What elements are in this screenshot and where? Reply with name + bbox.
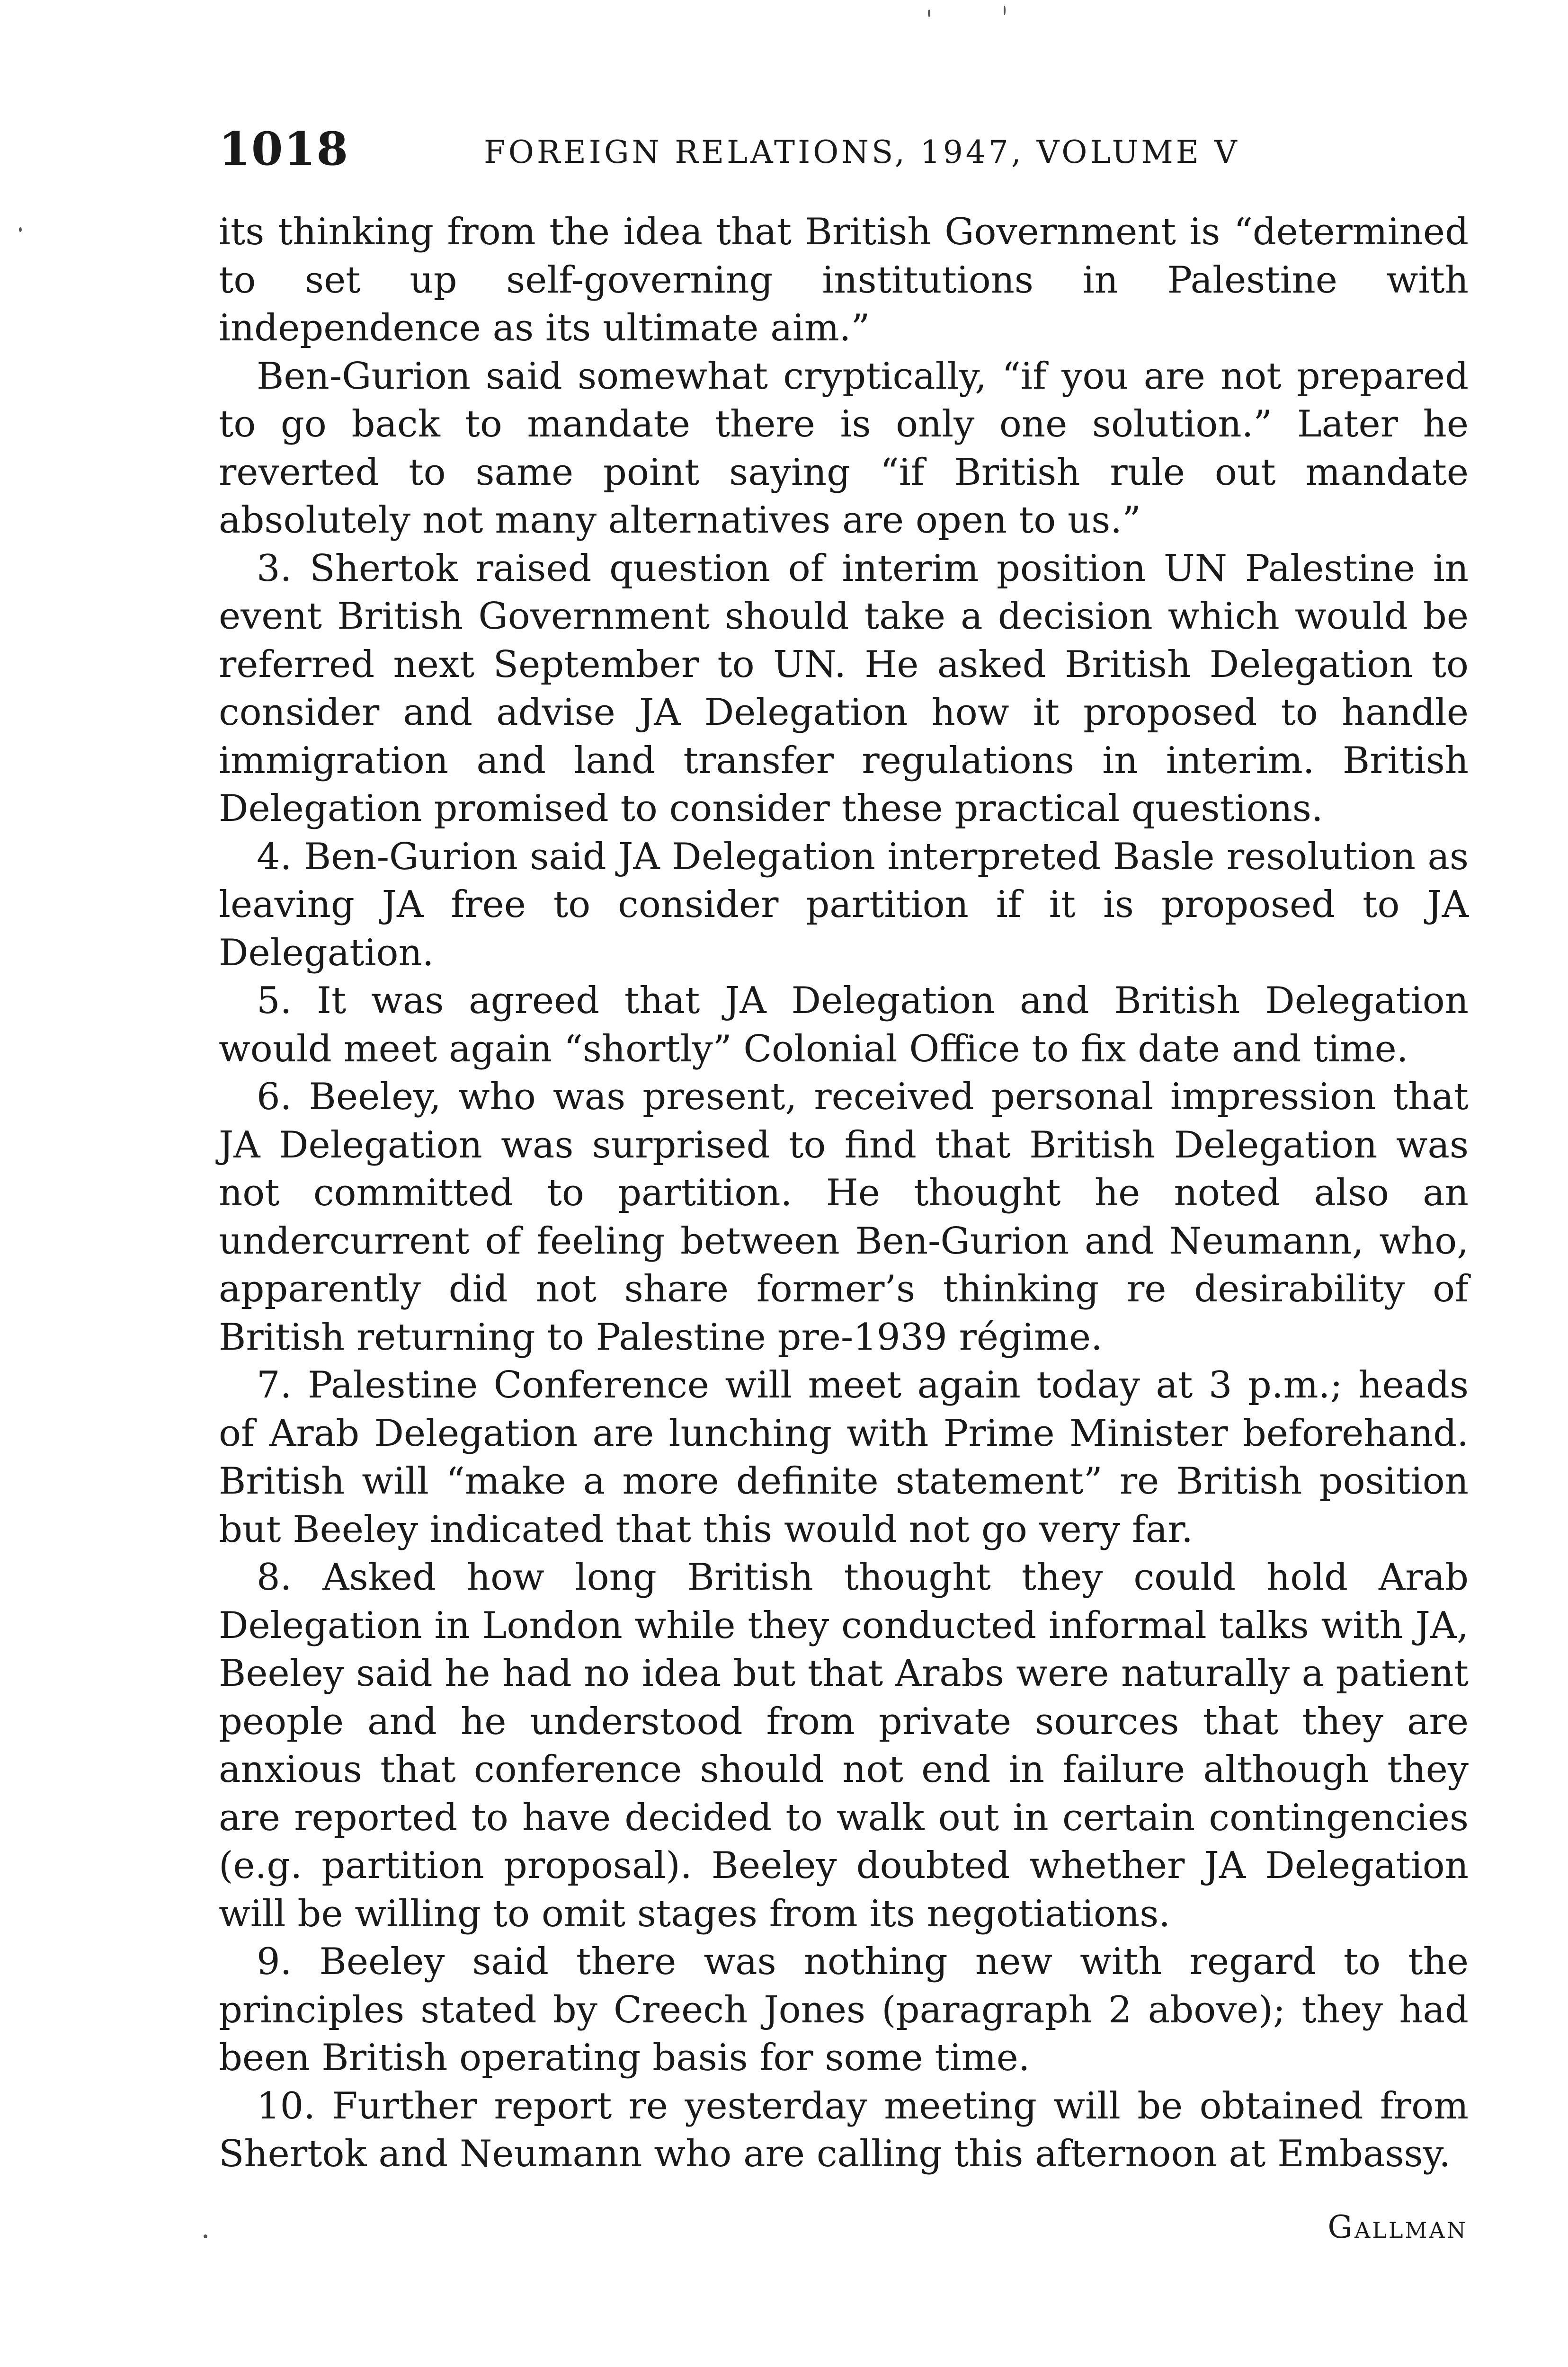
page-number: 1018 xyxy=(219,122,349,176)
paragraph-4: 4. Ben-Gurion said JA Delegation interpreted Basle resolution as leaving JA free to consider partition if it is proposed to JA Delegation. xyxy=(219,835,1469,974)
body-text xyxy=(219,208,1469,2179)
paragraph-ben-gurion-statement: Ben-Gurion said somewhat cryptically, “if you are not prepared to go back to mandate there is only one solution.” Later he reverted to same point saying “if British rule out mandate absolutely not many alternatives are open to us.” xyxy=(219,355,1469,542)
running-title: FOREIGN RELATIONS, 1947, VOLUME V xyxy=(484,134,1240,170)
scan-speck xyxy=(19,227,22,232)
signature: Gallman xyxy=(1327,2209,1468,2245)
scan-speck xyxy=(204,2234,207,2238)
scan-speck xyxy=(1004,6,1006,15)
paragraph-9: 9. Beeley said there was nothing new with regard to the principles stated by Creech Jones (paragraph 2 above); they had been British operating basis for some time. xyxy=(219,1940,1469,2079)
paragraph-10: 10. Further report re yesterday meeting will be obtained from Shertok and Neumann who are calling this afternoon at Embassy. xyxy=(219,2084,1469,2175)
paragraph-5: 5. It was agreed that JA Delegation and British Delegation would meet again “shortly” Colonial Office to fix date and time. xyxy=(219,979,1469,1070)
paragraph-6: 6. Beeley, who was present, received personal impression that JA Delegation was surprised to find that British Delegation was not committed to partition. He thought he noted also an undercurrent of feeling between Ben-Gurion and Neumann, who, apparently did not share former’s thinking re desirability of British returning to Palestine pre-1939 régime. xyxy=(219,1076,1469,1359)
paragraph-continuation: its thinking from the idea that British Government is “determined to set up self-governing institutions in Palestine with independence as its ultimate aim.” xyxy=(219,211,1469,349)
paragraph-8: 8. Asked how long British thought they could hold Arab Delegation in London while they conducted informal talks with JA, Beeley said he had no idea but that Arabs were naturally a patient people and he understood from private sources that they are anxious that conference should not end in failure although they are reported to have decided to walk out in certain contingencies (e.g. partition proposal). Beeley doubted whether JA Delegation will be willing to omit stages from its negotiations. xyxy=(219,1556,1469,1935)
paragraph-3: 3. Shertok raised question of interim position UN Palestine in event British Government should take a decision which would be referred next September to UN. He asked British Delegation to consider and advise JA Delegation how it proposed to handle immigration and land transfer regulations in interim. British Delegation promised to consider these practical questions. xyxy=(219,547,1469,830)
running-head xyxy=(219,118,1469,180)
scan-speck xyxy=(928,9,930,17)
paragraph-7: 7. Palestine Conference will meet again today at 3 p.m.; heads of Arab Delegation are lunching with Prime Minister beforehand. British will “make a more definite statement” re British position but Beeley indicated that this would not go very far. xyxy=(219,1364,1469,1551)
